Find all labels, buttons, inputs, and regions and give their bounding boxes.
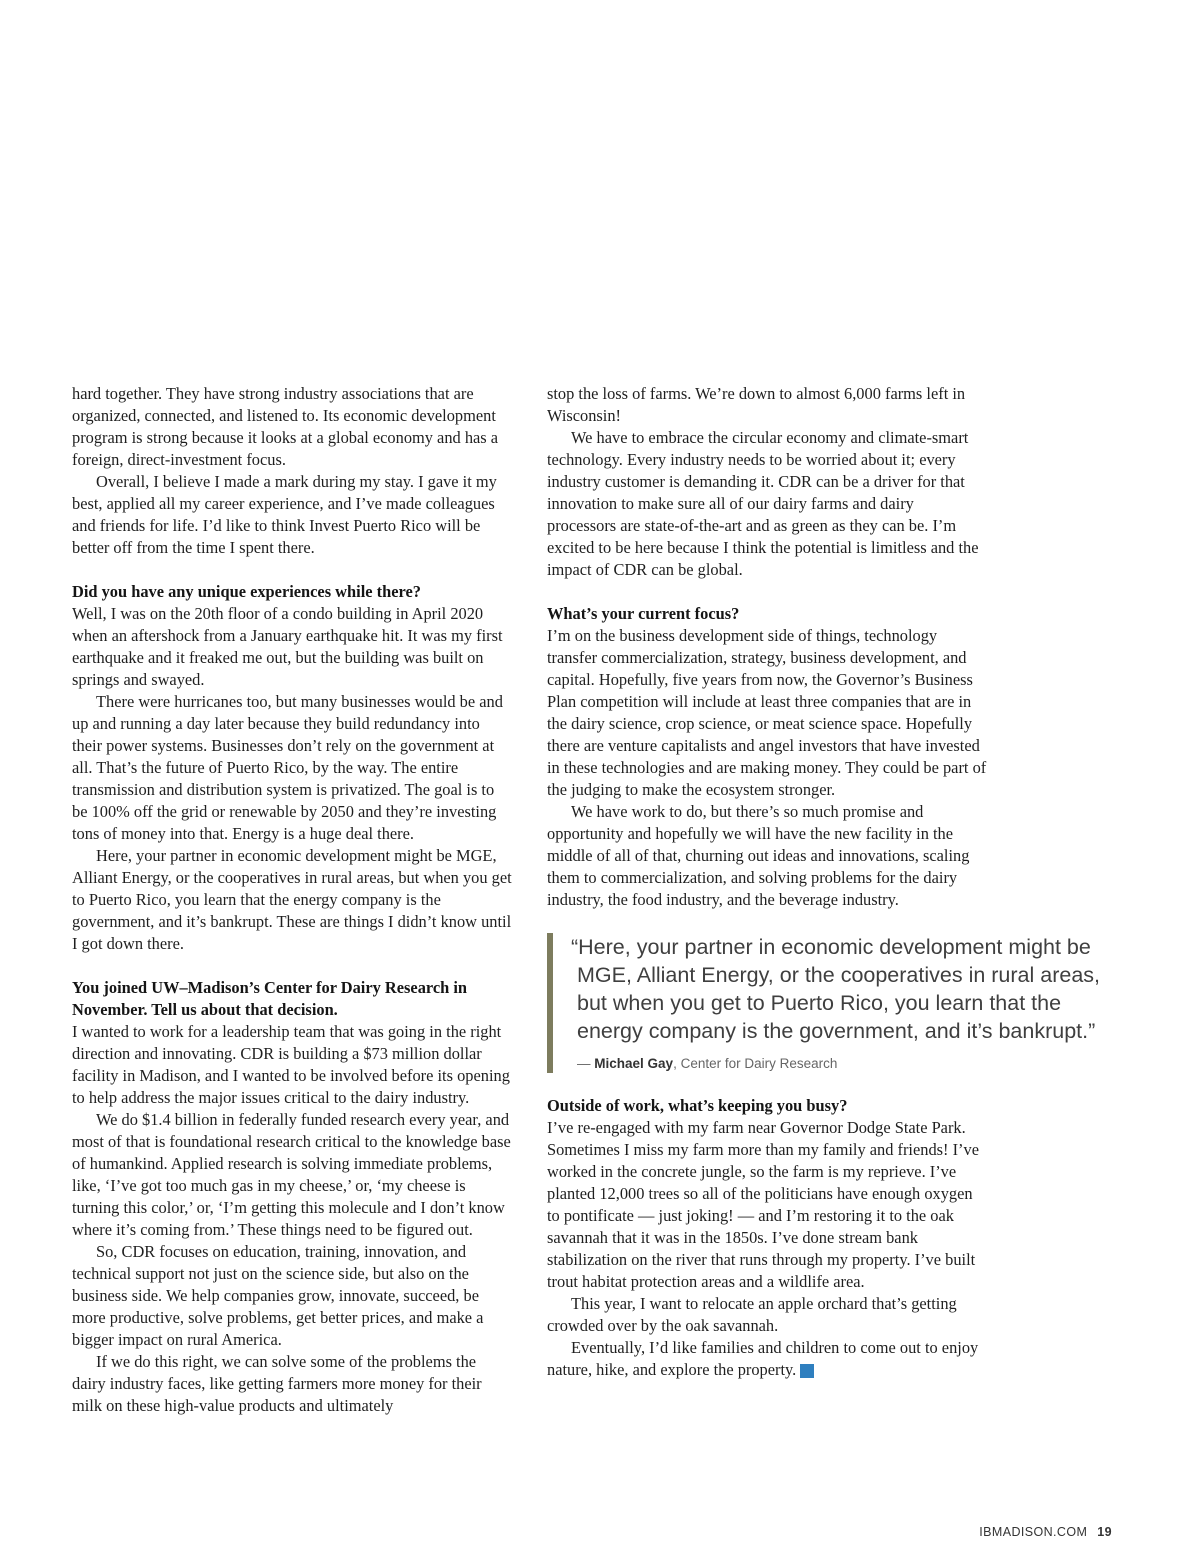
pull-quote-line: “Here, your partner in economic development might be bbox=[571, 935, 1091, 959]
paragraph: I’ve re-engaged with my farm near Governor Dodge State Park. Sometimes I miss my farm more than my family and friends! I’ve worked in the concrete jungle, so the farm is my reprieve. I’ve planted 12,000 trees so all of the politicians have enough oxygen to pontificate — just joking! — and I’m restoring it to the oak savannah that it was in the 1850s. I’ve done stream bank stabilization on the river that runs through my property. I’ve built trout habitat protection areas and a wildlife area. bbox=[547, 1118, 979, 1291]
article-column-right bbox=[547, 383, 1101, 1381]
interview-question: What’s your current focus? bbox=[547, 604, 740, 623]
pull-quote-line: energy company is the government, and it’s bankrupt.” bbox=[577, 1019, 1096, 1043]
paragraph: If we do this right, we can solve some of the problems the dairy industry faces, like getting farmers more money for their milk on these high-value products and ultimately bbox=[72, 1352, 482, 1415]
pull-quote-line: but when you get to Puerto Rico, you learn that the bbox=[577, 991, 1062, 1015]
pull-quote-text bbox=[571, 933, 1101, 1045]
paragraph: Overall, I believe I made a mark during my stay. I gave it my best, applied all my career experience, and I’ve made colleagues and friends for life. I’d like to think Invest Puerto Rico will be better off from the time I spent there. bbox=[72, 472, 497, 557]
paragraph: This year, I want to relocate an apple orchard that’s getting crowded over by the oak savannah. bbox=[547, 1294, 957, 1335]
page-footer bbox=[979, 1525, 1112, 1539]
article-column-left bbox=[72, 383, 512, 1417]
paragraph-text: Eventually, I’d like families and children to come out to enjoy nature, hike, and explore the property. bbox=[547, 1338, 979, 1379]
paragraph: So, CDR focuses on education, training, innovation, and technical support not just on the science side, but also on the business side. We help companies grow, innovate, succeed, be more productive, solve problems, get better prices, and make a bigger impact on rural America. bbox=[72, 1242, 484, 1349]
page-number: 19 bbox=[1097, 1525, 1112, 1539]
paragraph: Well, I was on the 20th floor of a condo building in April 2020 when an aftershock from a January earthquake hit. It was my first earthquake and it freaked me out, but the building was built on springs and swayed. bbox=[72, 604, 503, 689]
paragraph: We do $1.4 billion in federally funded research every year, and most of that is foundational research critical to the knowledge base of humankind. Applied research is solving immediate problems, like, ‘I’ve got too much gas in my cheese,’ or, ‘my cheese is turning this color,’ or, ‘I’m getting this molecule and I don’t know where it’s coming from.’ These things need to be figured out. bbox=[72, 1110, 511, 1239]
paragraph: Here, your partner in economic development might be MGE, Alliant Energy, or the cooperatives in rural areas, but when you get to Puerto Rico, you learn that the energy company is the government, and it’s bankrupt. These are things I didn’t know until I got down there. bbox=[72, 846, 512, 953]
paragraph: We have to embrace the circular economy and climate-smart technology. Every industry needs to be worried about it; every industry customer is demanding it. CDR can be a driver for that innovation to make sure all of our dairy farms and dairy processors are state-of-the-art and as green as they can be. I’m excited to be here because I think the potential is limitless and the impact of CDR can be global. bbox=[547, 428, 979, 579]
paragraph: We have work to do, but there’s so much promise and opportunity and hopefully we will have the new facility in the middle of all of that, churning out ideas and innovations, scaling them to commercialization, and solving problems for the dairy industry, the food industry, and the beverage industry. bbox=[547, 802, 970, 909]
paragraph: I’m on the business development side of things, technology transfer commercialization, strategy, business development, and capital. Hopefully, five years from now, the Governor’s Business Plan competition will include at least three companies that are in the dairy science, crop science, or meat science space. Hopefully there are venture capitalists and angel investors that have invested in these technologies and are making money. They could be part of the judging to make the ecosystem stronger. bbox=[547, 626, 987, 799]
interview-question: Did you have any unique experiences while there? bbox=[72, 582, 421, 601]
attribution-author: Michael Gay bbox=[594, 1056, 674, 1071]
interview-question: You joined UW–Madison’s Center for Dairy Research in November. Tell us about that decision. bbox=[72, 978, 468, 1019]
attribution-dash: — bbox=[577, 1056, 595, 1071]
pull-quote bbox=[547, 933, 1101, 1073]
paragraph: I wanted to work for a leadership team that was going in the right direction and innovating. CDR is building a $73 million dollar facility in Madison, and I wanted to be involved before its opening to help address the major issues critical to the dairy industry. bbox=[72, 1022, 510, 1107]
paragraph bbox=[547, 1337, 987, 1381]
attribution-affiliation: , Center for Dairy Research bbox=[673, 1056, 838, 1071]
pull-quote-attribution bbox=[571, 1055, 987, 1073]
paragraph: hard together. They have strong industry associations that are organized, connected, and listened to. Its economic development program is strong because it looks at a global economy and has a foreign, direct-investment focus. bbox=[72, 384, 499, 469]
paragraph: There were hurricanes too, but many businesses would be and up and running a day later because they build redundancy into their power systems. Businesses don’t rely on the government at all. That’s the future of Puerto Rico, by the way. The entire transmission and distribution system is privatized. The goal is to be 100% off the grid or renewable by 2050 and they’re investing tons of money into that. Energy is a huge deal there. bbox=[72, 692, 503, 843]
footer-site: IBMADISON.COM bbox=[979, 1525, 1088, 1539]
end-mark-icon: IB bbox=[800, 1364, 814, 1378]
paragraph: stop the loss of farms. We’re down to almost 6,000 farms left in Wisconsin! bbox=[547, 384, 966, 425]
interview-question: Outside of work, what’s keeping you busy? bbox=[547, 1096, 848, 1115]
pull-quote-line: MGE, Alliant Energy, or the cooperatives in rural areas, bbox=[577, 963, 1101, 987]
